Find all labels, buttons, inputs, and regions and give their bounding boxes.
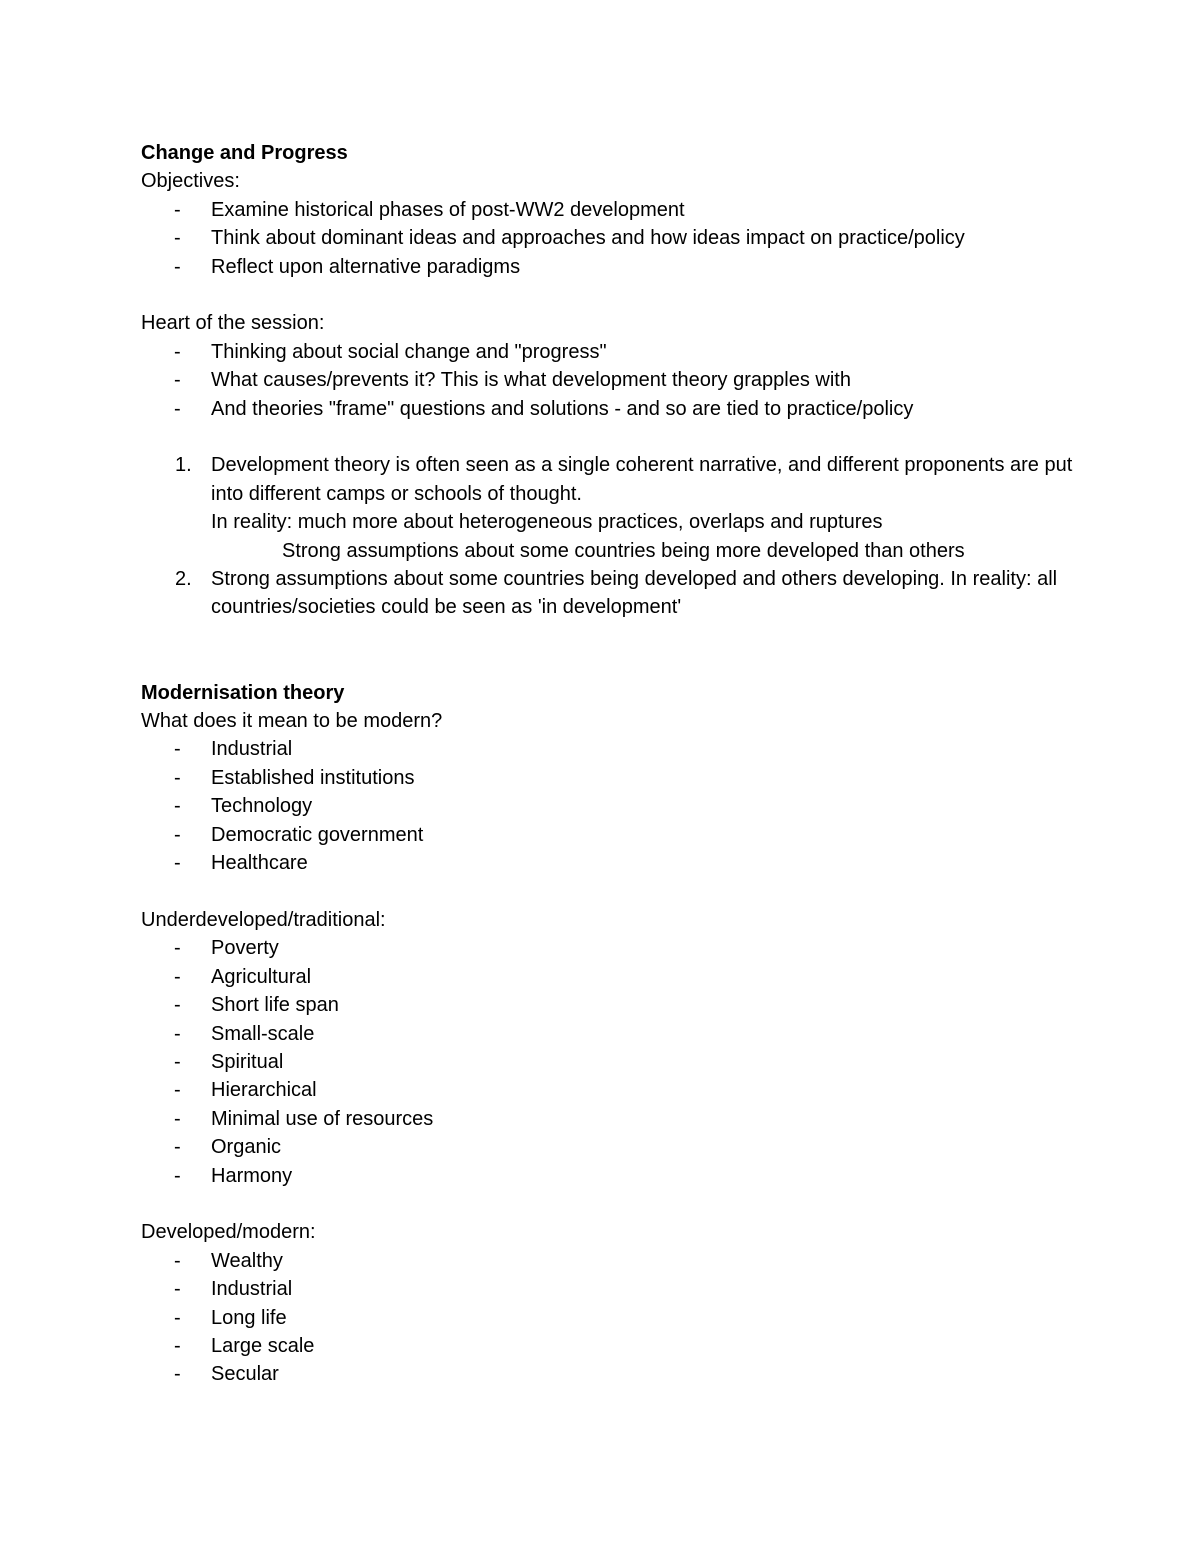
dash-marker: - bbox=[174, 1079, 181, 1102]
list-item: - Small-scale bbox=[141, 1020, 1101, 1048]
list-item: - Long life bbox=[141, 1304, 1101, 1332]
dash-marker: - bbox=[174, 766, 181, 789]
dash-marker: - bbox=[174, 198, 181, 221]
dash-marker: - bbox=[174, 1164, 181, 1187]
list-item: - Harmony bbox=[141, 1162, 1101, 1190]
dash-marker: - bbox=[174, 738, 181, 761]
dash-marker: - bbox=[174, 1334, 181, 1357]
list-item: - Think about dominant ideas and approaches and how ideas impact on practice/policy bbox=[141, 224, 1101, 252]
objectives-label: Objectives: bbox=[141, 170, 240, 193]
dash-marker: - bbox=[174, 340, 181, 363]
dash-marker: - bbox=[174, 1363, 181, 1386]
dash-marker: - bbox=[174, 255, 181, 278]
developed-label: Developed/modern: bbox=[141, 1221, 316, 1244]
list-item: - What causes/prevents it? This is what development theory grapples with bbox=[141, 366, 1101, 394]
document-page bbox=[141, 139, 1101, 1389]
list-item: - Spiritual bbox=[141, 1048, 1101, 1076]
numbered-item-line: In reality: much more about heterogeneous practices, overlaps and ruptures bbox=[211, 511, 883, 534]
dash-marker: - bbox=[174, 852, 181, 875]
dash-marker: - bbox=[174, 823, 181, 846]
dash-marker: - bbox=[174, 994, 181, 1017]
section-title-change-and-progress: Change and Progress bbox=[141, 142, 348, 164]
list-item: - Established institutions bbox=[141, 764, 1101, 792]
number-marker: 1. bbox=[175, 454, 192, 477]
dash-marker: - bbox=[174, 1278, 181, 1301]
spacer bbox=[141, 878, 1101, 906]
list-item: - Democratic government bbox=[141, 821, 1101, 849]
heart-of-session-list bbox=[141, 338, 1101, 423]
dash-marker: - bbox=[174, 937, 181, 960]
list-item: - Thinking about social change and "progress" bbox=[141, 338, 1101, 366]
list-item: - Secular bbox=[141, 1360, 1101, 1388]
dash-marker: - bbox=[174, 369, 181, 392]
dash-marker: - bbox=[174, 1306, 181, 1329]
numbered-item-subline: Strong assumptions about some countries being more developed than others bbox=[282, 539, 965, 562]
dash-marker: - bbox=[174, 227, 181, 250]
underdeveloped-list bbox=[141, 934, 1101, 1190]
list-item: - Large scale bbox=[141, 1332, 1101, 1360]
list-item: - Examine historical phases of post-WW2 development bbox=[141, 196, 1101, 224]
list-item: - Healthcare bbox=[141, 849, 1101, 877]
spacer bbox=[141, 1190, 1101, 1218]
list-item: - Industrial bbox=[141, 735, 1101, 763]
list-item: - Technology bbox=[141, 792, 1101, 820]
underdeveloped-label: Underdeveloped/traditional: bbox=[141, 908, 386, 931]
dash-marker: - bbox=[174, 1050, 181, 1073]
numbered-item: 2. Strong assumptions about some countries being developed and others developing. In reality: all countries/societies could be seen as 'in development' bbox=[141, 565, 1101, 622]
dash-marker: - bbox=[174, 1022, 181, 1045]
list-item: - And theories "frame" questions and solutions - and so are tied to practice/policy bbox=[141, 395, 1101, 423]
dash-marker: - bbox=[174, 965, 181, 988]
number-marker: 2. bbox=[175, 568, 192, 591]
modern-list bbox=[141, 735, 1101, 877]
list-item: - Wealthy bbox=[141, 1247, 1101, 1275]
modern-question: What does it mean to be modern? bbox=[141, 710, 443, 733]
list-item: - Poverty bbox=[141, 934, 1101, 962]
numbered-item: 1. Development theory is often seen as a single coherent narrative, and different proponents are put into different camps or schools of thought. In reality: much more about heterogeneous practices, overlaps and ruptures Strong assumptions about some countries being more developed than others bbox=[141, 451, 1101, 565]
dash-marker: - bbox=[174, 1249, 181, 1272]
list-item: - Organic bbox=[141, 1133, 1101, 1161]
list-item: - Agricultural bbox=[141, 963, 1101, 991]
developed-list bbox=[141, 1247, 1101, 1389]
spacer bbox=[141, 622, 1101, 679]
list-item: - Reflect upon alternative paradigms bbox=[141, 253, 1101, 281]
dash-marker: - bbox=[174, 397, 181, 420]
heart-of-session-label: Heart of the session: bbox=[141, 312, 325, 335]
spacer bbox=[141, 281, 1101, 309]
section-title-modernisation-theory: Modernisation theory bbox=[141, 681, 345, 704]
dash-marker: - bbox=[174, 1107, 181, 1130]
dash-marker: - bbox=[174, 1136, 181, 1159]
list-item: - Industrial bbox=[141, 1275, 1101, 1303]
spacer bbox=[141, 423, 1101, 451]
objectives-list bbox=[141, 196, 1101, 281]
dash-marker: - bbox=[174, 795, 181, 818]
list-item: - Short life span bbox=[141, 991, 1101, 1019]
list-item: - Hierarchical bbox=[141, 1076, 1101, 1104]
list-item: - Minimal use of resources bbox=[141, 1105, 1101, 1133]
numbered-list bbox=[141, 451, 1101, 621]
